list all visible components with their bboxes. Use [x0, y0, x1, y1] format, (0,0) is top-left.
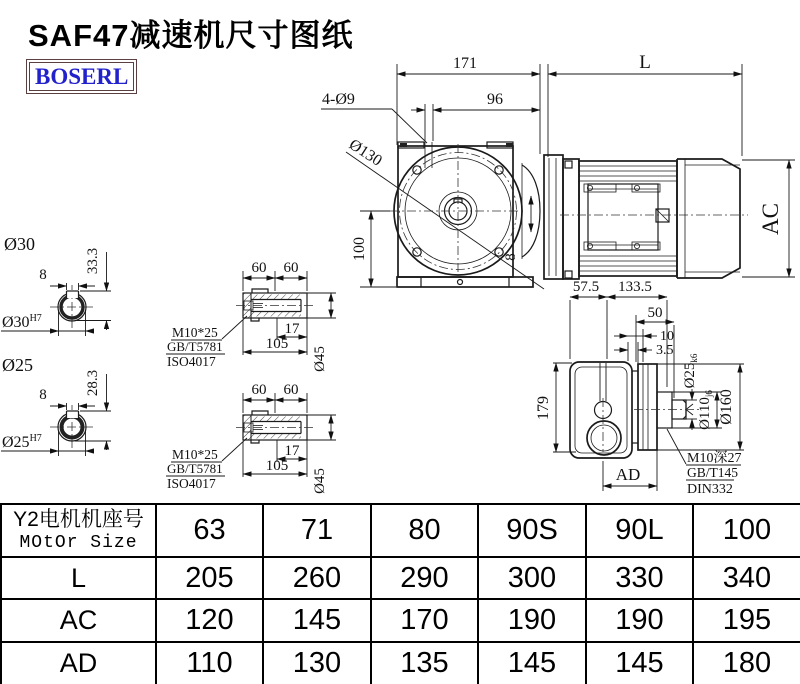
section-dia-label: Ø30 — [4, 234, 35, 254]
header-motor-size-cell — [1, 504, 156, 557]
table-cell: 110 — [156, 642, 263, 684]
key-height-label: 33.3 — [85, 247, 101, 275]
size-column-63: 63 — [156, 504, 263, 557]
table-cell: 260 — [263, 557, 371, 599]
table-cell: 130 — [263, 642, 371, 684]
bolt-spec-label: M10*25 — [172, 325, 218, 340]
bolt-std2-label: ISO4017 — [167, 354, 216, 369]
table-cell: 145 — [586, 642, 693, 684]
key-width-label: 8 — [39, 267, 47, 283]
shaft-dia-tol-label: $Ø25_{k6}$ — [682, 353, 699, 389]
bore-tolerance-label: $Ø30^{H7}$ — [2, 313, 42, 331]
dim-3-5-label: 3.5 — [656, 343, 674, 358]
gearbox-side-view — [535, 305, 744, 497]
dim-133-5-label: 133.5 — [618, 279, 652, 295]
dim-179-label: 179 — [535, 396, 552, 420]
table-row-AC — [1, 599, 800, 642]
table-cell: 120 — [156, 599, 263, 642]
key-width-label: 8 — [39, 387, 47, 403]
dim-17-label: 17 — [284, 321, 300, 337]
dim-8-gap-label: 8 — [503, 253, 519, 261]
holes-4xd9-label: 4-Ø9 — [322, 91, 355, 108]
dim-105-label: 105 — [265, 336, 289, 352]
dim-50-label: 50 — [647, 305, 663, 321]
shaft-section-25 — [1, 355, 111, 456]
table-cell: 330 — [586, 557, 693, 599]
table-cell: 135 — [371, 642, 478, 684]
table-cell: 145 — [263, 599, 371, 642]
motor-size-table — [0, 503, 800, 684]
table-cell: 170 — [371, 599, 478, 642]
dim-57-5-label: 57.5 — [572, 279, 600, 295]
table-cell: 145 — [478, 642, 586, 684]
row-label-AC: AC — [1, 599, 156, 642]
dim-10-label: 10 — [660, 329, 674, 344]
bolt-std1-label: GB/T5781 — [167, 339, 223, 354]
brand-logo: BOSERL — [26, 59, 137, 94]
table-row-L — [1, 557, 800, 599]
row-label-L: L — [1, 557, 156, 599]
dim-AC-label: AC — [758, 203, 783, 235]
table-row-AD — [1, 642, 800, 684]
dim-100-label: 100 — [351, 237, 368, 261]
flange-dia-160-label: Ø160 — [718, 389, 735, 425]
dia-45-label: Ø45 — [312, 346, 328, 372]
size-column-100: 100 — [693, 504, 800, 557]
table-cell: 205 — [156, 557, 263, 599]
tap-std1-label: GB/T145 — [687, 465, 739, 480]
key-height-label: 28.3 — [85, 369, 101, 397]
dim-60a-label: 60 — [251, 260, 267, 276]
dim-L-label: L — [639, 52, 651, 73]
motor — [560, 159, 748, 279]
tap-spec-label: M10深27 — [687, 451, 742, 466]
size-column-90l: 90L — [586, 504, 693, 557]
table-cell: 190 — [478, 599, 586, 642]
assembly-front-view — [321, 52, 795, 387]
table-cell: 300 — [478, 557, 586, 599]
header-en: MOtOr Size — [19, 532, 138, 553]
row-label-AD: AD — [1, 642, 156, 684]
size-column-80: 80 — [371, 504, 478, 557]
table-header-row — [1, 504, 800, 557]
size-column-71: 71 — [263, 504, 371, 557]
header-cn: Y2电机机座号 — [13, 507, 144, 531]
hollow-shaft-detail — [166, 260, 336, 372]
table-cell: 180 — [693, 642, 800, 684]
table-cell: 340 — [693, 557, 800, 599]
size-column-90s: 90S — [478, 504, 586, 557]
table-cell: 195 — [693, 599, 800, 642]
section-dia-label: Ø25 — [2, 355, 33, 375]
bore-tolerance-label: $Ø25^{H7}$ — [2, 433, 42, 451]
dim-AD-label: AD — [615, 465, 641, 484]
flange-dia-130-label: Ø130 — [345, 136, 385, 170]
table-cell: 190 — [586, 599, 693, 642]
dim-60b-label: 60 — [283, 260, 299, 276]
page-title: SAF47减速机尺寸图纸 — [28, 18, 354, 53]
spigot-dia-tol-label: $Ø110_{j6}$ — [697, 390, 714, 430]
table-cell: 290 — [371, 557, 478, 599]
shaft-section-30 — [1, 234, 111, 336]
dim-171-label: 171 — [453, 55, 477, 72]
dim-96-label: 96 — [487, 91, 503, 108]
tap-std2-label: DIN332 — [687, 482, 733, 497]
